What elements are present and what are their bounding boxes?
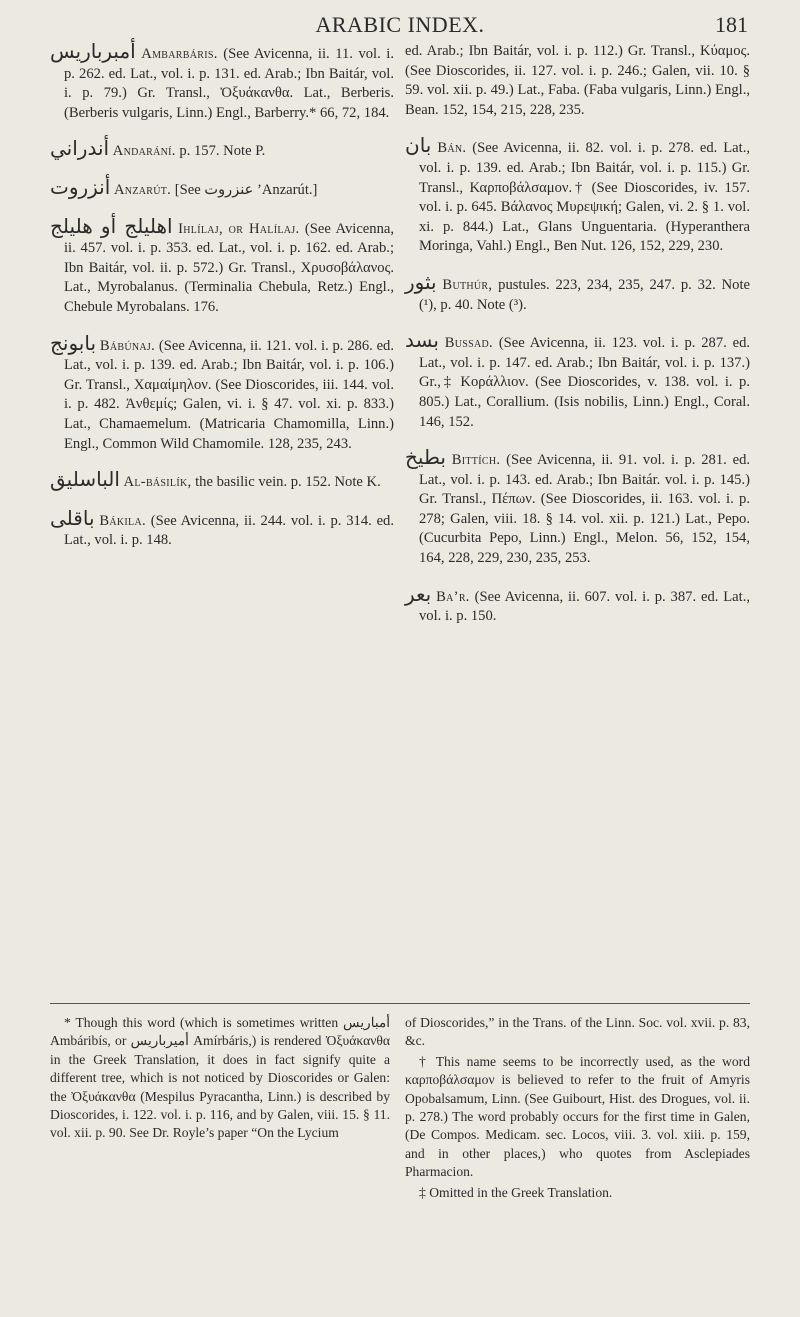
transliteration: Ba’r. [436, 588, 470, 605]
transliteration: Bittích. [451, 452, 501, 469]
footnotes-right [405, 1014, 750, 1204]
footnotes-left [50, 1014, 390, 1145]
transliteration: Ihlílaj, or Halílaj. [178, 220, 300, 237]
arabic-headword: اهليلج أو هليلج [50, 213, 173, 238]
arabic-headword: الباسليق [50, 467, 120, 492]
transliteration: Bán. [437, 140, 467, 157]
transliteration: Anzarút. [113, 181, 172, 198]
arabic-headword: بسد [405, 328, 439, 353]
left-column [50, 39, 394, 567]
index-entry [50, 174, 394, 201]
page-number: 181 [715, 12, 748, 37]
running-title: ARABIC INDEX. [315, 12, 485, 37]
index-entry [50, 136, 394, 162]
transliteration: Ambarbáris. [141, 46, 218, 62]
transliteration: Bussad. [444, 335, 493, 352]
index-entry [405, 269, 750, 315]
arabic-headword: أنزروت [50, 174, 111, 199]
entry-text: (See Avicenna, ii. 11. vol. i. p. 262. ed. Lat., vol. i. p. 131. ed. Arab.; Ibn Baitár, vol. i. p. 79.) Gr. Transl., Ὀξυάκανθα. Lat., Berberis. (Berberis vulgaris, Linn.) Engl., Barberry.* 66, 72, 184. [64, 46, 394, 121]
entry-text: (See Avicenna, ii. 457. vol. i. p. 353. ed. Lat., vol. i. p. 162. ed. Arab.; Ibn Baitár, vol. ii. p. 572.) Gr. Transl., Χρυσοβάλανος. Lat., Myrobalanus. (Terminalia Chebula, Retz.) Engl., Chebule Myrobalans. 176. [64, 220, 394, 315]
arabic-headword: باقلى [50, 505, 95, 530]
entry-text: (See Avicenna, ii. 123. vol. i. p. 287. ed. Lat., vol. i. p. 147. ed. Arab.; Ibn Baitár, vol. i. p. 137.) Gr.,‡ Κοράλλιον. (See Dioscorides, v. 138. vol. i. p. 805.) Lat., Corallium. (Isis nobilis, Linn.) Engl., Coral. 146, 152. [419, 335, 751, 430]
arabic-headword: بثور [405, 269, 437, 294]
entry-text: (See Avicenna, ii. 82. vol. i. p. 278. ed. Lat., vol. i. p. 139. ed. Arab.; Ibn Baitár, vol. i. p. 115.) Gr. Transl., Καρποβάλσαμον.† (See Dioscorides, iv. 157. vol. i. p. 645. Βάλανος Μυρεψική; Galen, vi. 2. § 1. vol. xi. p. 844.) Lat., Glans Unguentaria. (Hyperanthera Moringa, Vahl.) Engl., Ben Nut. 126, 152, 229, 230. [419, 140, 751, 255]
page-header [0, 6, 800, 42]
arabic-headword: بعر [405, 581, 432, 606]
index-entry [50, 467, 394, 493]
index-entry [50, 505, 394, 551]
right-column [405, 42, 750, 643]
index-entry [405, 581, 750, 627]
entry-text: (See Avicenna, ii. 91. vol. i. p. 281. ed. Lat., vol. i. p. 143. ed. Arab.; Ibn Baitár. vol. i. p. 145.) Gr. Transl., Πέπων. (See Dioscorides, ii. 163. vol. i. p. 278; Galen, viii. 18. § 14. vol. xii. p. 121.) Lat., Pepo. (Cucurbita Pepo, Linn.) Engl., Melon. 56, 152, 154, 164, 228, 229, 230, 235, 253. [419, 452, 751, 567]
entry-text: pustules. 223, 234, 235, 247. p. 32. Note (¹), p. 40. Note (³). [419, 276, 750, 313]
arabic-headword: بان [405, 133, 432, 158]
arabic-headword: بابونج [50, 330, 97, 355]
arabic-headword: أمبرباريس [50, 39, 136, 63]
entry-text: (See Avicenna, ii. 244. vol. i. p. 314. ed. Lat., vol. i. p. 148. [64, 512, 394, 549]
transliteration: Al-básilík, [123, 474, 192, 491]
footnote-dagger: † This name seems to be incorrectly used, as the word καρποβάλσαμον is believed to refer to the fruit of Amyris Opobalsamum, Linn. (See Guibourt, Hist. des Drogues, vol. ii. p. 278.) The word probably occurs for the first time in Galen, (De Compos. Medicam. sec. Locos, viii. 3. vol. xiii. p. 159, and in other places,) who quotes from Asclepiades Pharmacion. [405, 1053, 750, 1180]
arabic-headword: أندراني [50, 136, 110, 161]
footnote-continuation: of Dioscorides,” in the Trans. of the Linn. Soc. vol. xvii. p. 83, &c. [405, 1015, 750, 1049]
transliteration: Andarání. [112, 143, 176, 160]
transliteration: Bábúnaj. [99, 337, 156, 354]
transliteration: Buthúr, [442, 276, 493, 293]
transliteration: Bákila. [99, 512, 146, 529]
index-entry [50, 213, 394, 318]
index-entry [50, 330, 394, 455]
index-entry [50, 39, 394, 123]
index-entry-continued [405, 42, 750, 120]
index-entry [405, 445, 751, 569]
index-entry [405, 133, 751, 257]
index-entry [405, 328, 751, 432]
arabic-headword: بطيخ [405, 445, 446, 470]
footnote-rule [50, 1003, 750, 1004]
entry-text: (See Avicenna, ii. 121. vol. i. p. 286. ed. Lat., vol. i. p. 139. ed. Arab.; Ibn Baitár, vol. i. p. 106.) Gr. Transl., Χαμαίμηλον. (See Dioscorides, iii. 144. vol. i. p. 482. Ἀνθεμίς; Galen, vi. i. § 47. vol. xi. p. 833.) Lat., Chamaemelum. (Matricaria Chamomilla, Linn.) Engl., Common Wild Chamomile. 128, 235, 243. [64, 337, 394, 452]
footnote-double-dagger: ‡ Omitted in the Greek Translation. [419, 1184, 613, 1200]
entry-text: ed. Arab.; Ibn Baitár, vol. i. p. 112.) Gr. Transl., Κύαμος. (See Dioscorides, ii. 127. vol. i. p. 246.; Galen, vii. 10. § 59. vol. xii. p. 49.) Lat., Faba. (Faba vulgaris, Linn.) Engl., Bean. 152, 154, 215, 228, 235. [405, 43, 750, 118]
entry-text: the basilic vein. p. 152. Note K. [195, 474, 381, 491]
entry-text: [See عنزروت ’Anzarút.] [174, 181, 318, 198]
entry-text: (See Avicenna, ii. 607. vol. i. p. 387. ed. Lat., vol. i. p. 150. [419, 588, 750, 625]
entry-text: p. 157. Note P. [179, 143, 266, 160]
footnote-asterisk: * Though this word (which is sometimes written أمباريس Ambáribís, or أميرباريس Amírbáris,) is rendered Ὀξυάκανθα in the Greek Translation, it does in fact signify quite a different tree, which is not noticed by Dioscorides or Galen: the Ὀξυάκανθα (Mespilus Pyracantha, Linn.) is described by Dioscorides, i. 122. vol. i. p. 116, and by Galen, viii. 15. § 11. vol. xii. p. 90. See Dr. Royle’s paper “On the Lycium [50, 1015, 390, 1141]
